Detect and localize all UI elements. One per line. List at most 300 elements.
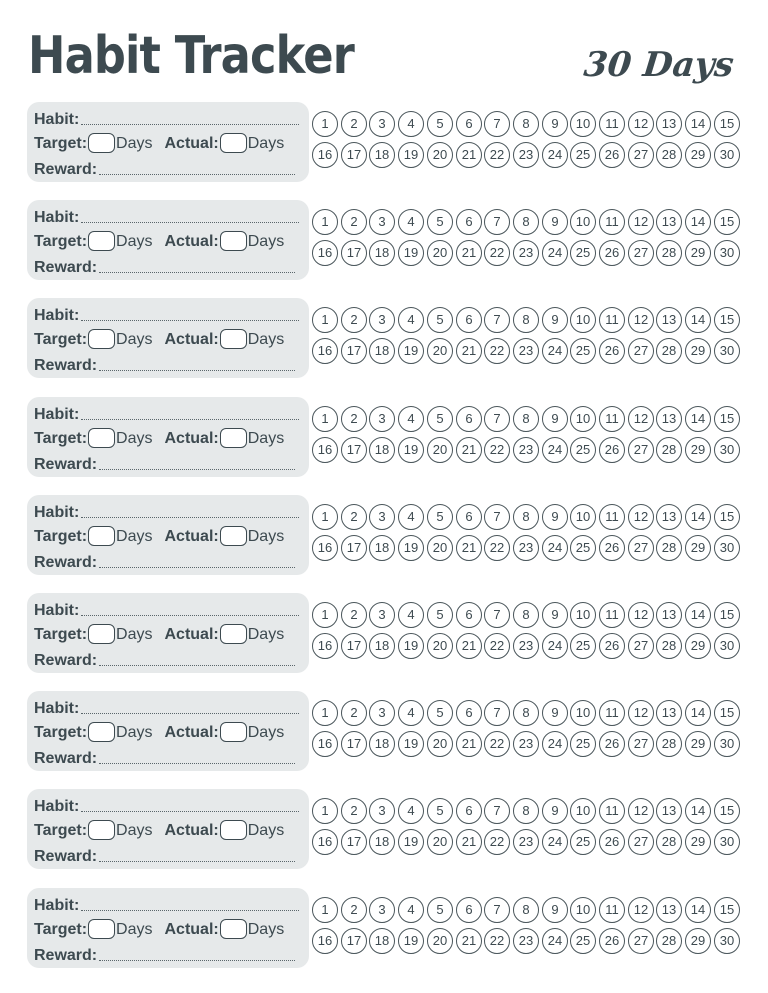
day-circle[interactable]: 1: [312, 307, 338, 333]
day-circle[interactable]: 3: [369, 209, 395, 235]
habit-input-line[interactable]: [81, 123, 299, 125]
day-circle[interactable]: 21: [456, 240, 482, 266]
day-circle[interactable]: 27: [628, 437, 654, 463]
day-circle[interactable]: 15: [714, 700, 740, 726]
day-circle[interactable]: 22: [484, 731, 510, 757]
day-circle[interactable]: 27: [628, 240, 654, 266]
day-circle[interactable]: 3: [369, 798, 395, 824]
day-circle[interactable]: 15: [714, 897, 740, 923]
day-circle[interactable]: 8: [513, 504, 539, 530]
day-circle[interactable]: 17: [341, 142, 367, 168]
day-circle[interactable]: 21: [456, 829, 482, 855]
day-circle[interactable]: 28: [656, 437, 682, 463]
day-circle[interactable]: 28: [656, 928, 682, 954]
day-circle[interactable]: 10: [570, 111, 596, 137]
day-circle[interactable]: 9: [542, 897, 568, 923]
day-circle[interactable]: 3: [369, 700, 395, 726]
day-circle[interactable]: 10: [570, 307, 596, 333]
day-circle[interactable]: 1: [312, 700, 338, 726]
day-circle[interactable]: 18: [369, 535, 395, 561]
day-circle[interactable]: 19: [398, 338, 424, 364]
reward-input-line[interactable]: [99, 762, 295, 764]
day-circle[interactable]: 16: [312, 338, 338, 364]
day-circle[interactable]: 20: [427, 240, 453, 266]
day-circle[interactable]: 4: [398, 798, 424, 824]
day-circle[interactable]: 9: [542, 111, 568, 137]
day-circle[interactable]: 30: [714, 535, 740, 561]
actual-days-box[interactable]: [220, 428, 247, 448]
target-days-box[interactable]: [88, 919, 115, 939]
day-circle[interactable]: 24: [542, 338, 568, 364]
day-circle[interactable]: 27: [628, 731, 654, 757]
day-circle[interactable]: 18: [369, 338, 395, 364]
day-circle[interactable]: 1: [312, 897, 338, 923]
day-circle[interactable]: 19: [398, 240, 424, 266]
habit-input-line[interactable]: [81, 319, 299, 321]
day-circle[interactable]: 12: [628, 209, 654, 235]
habit-input-line[interactable]: [81, 418, 299, 420]
day-circle[interactable]: 30: [714, 142, 740, 168]
day-circle[interactable]: 11: [599, 897, 625, 923]
day-circle[interactable]: 25: [570, 633, 596, 659]
day-circle[interactable]: 17: [341, 338, 367, 364]
day-circle[interactable]: 1: [312, 798, 338, 824]
day-circle[interactable]: 25: [570, 928, 596, 954]
day-circle[interactable]: 26: [599, 142, 625, 168]
day-circle[interactable]: 26: [599, 437, 625, 463]
day-circle[interactable]: 7: [484, 209, 510, 235]
day-circle[interactable]: 11: [599, 406, 625, 432]
day-circle[interactable]: 15: [714, 307, 740, 333]
day-circle[interactable]: 14: [685, 406, 711, 432]
target-days-box[interactable]: [88, 329, 115, 349]
day-circle[interactable]: 27: [628, 535, 654, 561]
day-circle[interactable]: 24: [542, 731, 568, 757]
day-circle[interactable]: 4: [398, 700, 424, 726]
day-circle[interactable]: 26: [599, 535, 625, 561]
day-circle[interactable]: 22: [484, 829, 510, 855]
day-circle[interactable]: 6: [456, 307, 482, 333]
day-circle[interactable]: 19: [398, 535, 424, 561]
day-circle[interactable]: 14: [685, 700, 711, 726]
day-circle[interactable]: 22: [484, 338, 510, 364]
day-circle[interactable]: 11: [599, 307, 625, 333]
target-days-box[interactable]: [88, 526, 115, 546]
day-circle[interactable]: 13: [656, 602, 682, 628]
day-circle[interactable]: 19: [398, 731, 424, 757]
day-circle[interactable]: 7: [484, 700, 510, 726]
day-circle[interactable]: 16: [312, 829, 338, 855]
day-circle[interactable]: 17: [341, 240, 367, 266]
day-circle[interactable]: 27: [628, 928, 654, 954]
day-circle[interactable]: 23: [513, 535, 539, 561]
day-circle[interactable]: 14: [685, 209, 711, 235]
day-circle[interactable]: 7: [484, 111, 510, 137]
habit-input-line[interactable]: [81, 909, 299, 911]
day-circle[interactable]: 24: [542, 633, 568, 659]
day-circle[interactable]: 17: [341, 437, 367, 463]
day-circle[interactable]: 12: [628, 111, 654, 137]
day-circle[interactable]: 29: [685, 829, 711, 855]
day-circle[interactable]: 30: [714, 338, 740, 364]
day-circle[interactable]: 29: [685, 633, 711, 659]
day-circle[interactable]: 26: [599, 338, 625, 364]
day-circle[interactable]: 20: [427, 142, 453, 168]
day-circle[interactable]: 15: [714, 602, 740, 628]
day-circle[interactable]: 3: [369, 406, 395, 432]
day-circle[interactable]: 20: [427, 633, 453, 659]
day-circle[interactable]: 4: [398, 504, 424, 530]
day-circle[interactable]: 23: [513, 338, 539, 364]
reward-input-line[interactable]: [99, 860, 295, 862]
day-circle[interactable]: 22: [484, 535, 510, 561]
day-circle[interactable]: 25: [570, 338, 596, 364]
day-circle[interactable]: 2: [341, 111, 367, 137]
habit-input-line[interactable]: [81, 614, 299, 616]
day-circle[interactable]: 30: [714, 633, 740, 659]
day-circle[interactable]: 2: [341, 406, 367, 432]
day-circle[interactable]: 5: [427, 209, 453, 235]
day-circle[interactable]: 5: [427, 897, 453, 923]
day-circle[interactable]: 6: [456, 504, 482, 530]
day-circle[interactable]: 30: [714, 437, 740, 463]
day-circle[interactable]: 18: [369, 633, 395, 659]
day-circle[interactable]: 5: [427, 798, 453, 824]
day-circle[interactable]: 17: [341, 633, 367, 659]
day-circle[interactable]: 29: [685, 731, 711, 757]
actual-days-box[interactable]: [220, 526, 247, 546]
day-circle[interactable]: 8: [513, 307, 539, 333]
day-circle[interactable]: 28: [656, 142, 682, 168]
day-circle[interactable]: 7: [484, 602, 510, 628]
day-circle[interactable]: 9: [542, 700, 568, 726]
day-circle[interactable]: 15: [714, 111, 740, 137]
reward-input-line[interactable]: [99, 566, 295, 568]
day-circle[interactable]: 5: [427, 700, 453, 726]
day-circle[interactable]: 9: [542, 406, 568, 432]
actual-days-box[interactable]: [220, 722, 247, 742]
day-circle[interactable]: 21: [456, 731, 482, 757]
day-circle[interactable]: 8: [513, 700, 539, 726]
day-circle[interactable]: 13: [656, 504, 682, 530]
day-circle[interactable]: 27: [628, 829, 654, 855]
day-circle[interactable]: 14: [685, 897, 711, 923]
day-circle[interactable]: 11: [599, 504, 625, 530]
day-circle[interactable]: 2: [341, 897, 367, 923]
target-days-box[interactable]: [88, 428, 115, 448]
day-circle[interactable]: 29: [685, 437, 711, 463]
day-circle[interactable]: 6: [456, 406, 482, 432]
day-circle[interactable]: 17: [341, 731, 367, 757]
day-circle[interactable]: 1: [312, 504, 338, 530]
day-circle[interactable]: 23: [513, 829, 539, 855]
day-circle[interactable]: 19: [398, 142, 424, 168]
day-circle[interactable]: 11: [599, 209, 625, 235]
target-days-box[interactable]: [88, 820, 115, 840]
day-circle[interactable]: 17: [341, 535, 367, 561]
day-circle[interactable]: 13: [656, 798, 682, 824]
day-circle[interactable]: 6: [456, 798, 482, 824]
target-days-box[interactable]: [88, 722, 115, 742]
day-circle[interactable]: 10: [570, 798, 596, 824]
day-circle[interactable]: 3: [369, 602, 395, 628]
day-circle[interactable]: 16: [312, 928, 338, 954]
day-circle[interactable]: 21: [456, 928, 482, 954]
day-circle[interactable]: 2: [341, 602, 367, 628]
day-circle[interactable]: 20: [427, 829, 453, 855]
day-circle[interactable]: 2: [341, 307, 367, 333]
day-circle[interactable]: 26: [599, 731, 625, 757]
day-circle[interactable]: 26: [599, 829, 625, 855]
day-circle[interactable]: 30: [714, 928, 740, 954]
day-circle[interactable]: 5: [427, 111, 453, 137]
day-circle[interactable]: 29: [685, 338, 711, 364]
day-circle[interactable]: 3: [369, 504, 395, 530]
day-circle[interactable]: 13: [656, 111, 682, 137]
day-circle[interactable]: 23: [513, 142, 539, 168]
habit-input-line[interactable]: [81, 516, 299, 518]
day-circle[interactable]: 19: [398, 829, 424, 855]
day-circle[interactable]: 24: [542, 829, 568, 855]
day-circle[interactable]: 25: [570, 240, 596, 266]
day-circle[interactable]: 14: [685, 307, 711, 333]
day-circle[interactable]: 4: [398, 209, 424, 235]
habit-input-line[interactable]: [81, 221, 299, 223]
day-circle[interactable]: 21: [456, 535, 482, 561]
day-circle[interactable]: 9: [542, 209, 568, 235]
day-circle[interactable]: 24: [542, 240, 568, 266]
day-circle[interactable]: 12: [628, 307, 654, 333]
day-circle[interactable]: 15: [714, 209, 740, 235]
day-circle[interactable]: 14: [685, 504, 711, 530]
day-circle[interactable]: 13: [656, 700, 682, 726]
day-circle[interactable]: 23: [513, 928, 539, 954]
day-circle[interactable]: 10: [570, 406, 596, 432]
target-days-box[interactable]: [88, 231, 115, 251]
day-circle[interactable]: 27: [628, 338, 654, 364]
actual-days-box[interactable]: [220, 624, 247, 644]
day-circle[interactable]: 29: [685, 535, 711, 561]
day-circle[interactable]: 30: [714, 240, 740, 266]
day-circle[interactable]: 6: [456, 602, 482, 628]
day-circle[interactable]: 6: [456, 209, 482, 235]
day-circle[interactable]: 3: [369, 307, 395, 333]
day-circle[interactable]: 8: [513, 602, 539, 628]
day-circle[interactable]: 29: [685, 928, 711, 954]
day-circle[interactable]: 7: [484, 798, 510, 824]
day-circle[interactable]: 26: [599, 240, 625, 266]
day-circle[interactable]: 19: [398, 633, 424, 659]
day-circle[interactable]: 23: [513, 633, 539, 659]
habit-input-line[interactable]: [81, 712, 299, 714]
day-circle[interactable]: 19: [398, 928, 424, 954]
day-circle[interactable]: 20: [427, 437, 453, 463]
day-circle[interactable]: 27: [628, 633, 654, 659]
day-circle[interactable]: 30: [714, 731, 740, 757]
day-circle[interactable]: 23: [513, 731, 539, 757]
day-circle[interactable]: 26: [599, 633, 625, 659]
day-circle[interactable]: 28: [656, 731, 682, 757]
day-circle[interactable]: 1: [312, 209, 338, 235]
day-circle[interactable]: 10: [570, 602, 596, 628]
day-circle[interactable]: 4: [398, 897, 424, 923]
day-circle[interactable]: 6: [456, 700, 482, 726]
target-days-box[interactable]: [88, 624, 115, 644]
day-circle[interactable]: 15: [714, 798, 740, 824]
day-circle[interactable]: 24: [542, 437, 568, 463]
day-circle[interactable]: 28: [656, 240, 682, 266]
actual-days-box[interactable]: [220, 919, 247, 939]
reward-input-line[interactable]: [99, 369, 295, 371]
day-circle[interactable]: 12: [628, 406, 654, 432]
day-circle[interactable]: 6: [456, 897, 482, 923]
day-circle[interactable]: 17: [341, 829, 367, 855]
day-circle[interactable]: 12: [628, 602, 654, 628]
day-circle[interactable]: 16: [312, 535, 338, 561]
day-circle[interactable]: 14: [685, 798, 711, 824]
day-circle[interactable]: 16: [312, 142, 338, 168]
habit-input-line[interactable]: [81, 810, 299, 812]
day-circle[interactable]: 28: [656, 829, 682, 855]
day-circle[interactable]: 29: [685, 142, 711, 168]
day-circle[interactable]: 7: [484, 307, 510, 333]
reward-input-line[interactable]: [99, 959, 295, 961]
day-circle[interactable]: 21: [456, 338, 482, 364]
day-circle[interactable]: 18: [369, 928, 395, 954]
day-circle[interactable]: 28: [656, 338, 682, 364]
day-circle[interactable]: 22: [484, 240, 510, 266]
day-circle[interactable]: 16: [312, 437, 338, 463]
actual-days-box[interactable]: [220, 133, 247, 153]
day-circle[interactable]: 12: [628, 700, 654, 726]
day-circle[interactable]: 2: [341, 798, 367, 824]
day-circle[interactable]: 5: [427, 307, 453, 333]
day-circle[interactable]: 22: [484, 142, 510, 168]
day-circle[interactable]: 18: [369, 829, 395, 855]
day-circle[interactable]: 28: [656, 633, 682, 659]
day-circle[interactable]: 20: [427, 535, 453, 561]
day-circle[interactable]: 14: [685, 111, 711, 137]
day-circle[interactable]: 5: [427, 602, 453, 628]
day-circle[interactable]: 21: [456, 437, 482, 463]
day-circle[interactable]: 13: [656, 406, 682, 432]
actual-days-box[interactable]: [220, 329, 247, 349]
day-circle[interactable]: 25: [570, 142, 596, 168]
day-circle[interactable]: 9: [542, 307, 568, 333]
day-circle[interactable]: 29: [685, 240, 711, 266]
day-circle[interactable]: 24: [542, 142, 568, 168]
day-circle[interactable]: 1: [312, 406, 338, 432]
reward-input-line[interactable]: [99, 173, 295, 175]
day-circle[interactable]: 20: [427, 731, 453, 757]
day-circle[interactable]: 11: [599, 602, 625, 628]
day-circle[interactable]: 25: [570, 437, 596, 463]
day-circle[interactable]: 18: [369, 437, 395, 463]
day-circle[interactable]: 12: [628, 798, 654, 824]
day-circle[interactable]: 13: [656, 307, 682, 333]
day-circle[interactable]: 5: [427, 406, 453, 432]
day-circle[interactable]: 3: [369, 897, 395, 923]
day-circle[interactable]: 12: [628, 504, 654, 530]
day-circle[interactable]: 19: [398, 437, 424, 463]
day-circle[interactable]: 7: [484, 897, 510, 923]
day-circle[interactable]: 1: [312, 111, 338, 137]
day-circle[interactable]: 25: [570, 731, 596, 757]
day-circle[interactable]: 11: [599, 798, 625, 824]
day-circle[interactable]: 15: [714, 504, 740, 530]
day-circle[interactable]: 8: [513, 897, 539, 923]
day-circle[interactable]: 8: [513, 798, 539, 824]
day-circle[interactable]: 13: [656, 209, 682, 235]
day-circle[interactable]: 7: [484, 406, 510, 432]
day-circle[interactable]: 25: [570, 535, 596, 561]
day-circle[interactable]: 4: [398, 111, 424, 137]
reward-input-line[interactable]: [99, 664, 295, 666]
day-circle[interactable]: 14: [685, 602, 711, 628]
target-days-box[interactable]: [88, 133, 115, 153]
day-circle[interactable]: 30: [714, 829, 740, 855]
day-circle[interactable]: 24: [542, 535, 568, 561]
day-circle[interactable]: 20: [427, 338, 453, 364]
day-circle[interactable]: 9: [542, 798, 568, 824]
day-circle[interactable]: 7: [484, 504, 510, 530]
day-circle[interactable]: 28: [656, 535, 682, 561]
day-circle[interactable]: 9: [542, 602, 568, 628]
day-circle[interactable]: 10: [570, 700, 596, 726]
day-circle[interactable]: 25: [570, 829, 596, 855]
day-circle[interactable]: 21: [456, 633, 482, 659]
day-circle[interactable]: 26: [599, 928, 625, 954]
day-circle[interactable]: 18: [369, 731, 395, 757]
day-circle[interactable]: 2: [341, 700, 367, 726]
day-circle[interactable]: 13: [656, 897, 682, 923]
day-circle[interactable]: 27: [628, 142, 654, 168]
day-circle[interactable]: 10: [570, 209, 596, 235]
day-circle[interactable]: 3: [369, 111, 395, 137]
day-circle[interactable]: 21: [456, 142, 482, 168]
reward-input-line[interactable]: [99, 468, 295, 470]
day-circle[interactable]: 10: [570, 897, 596, 923]
day-circle[interactable]: 22: [484, 928, 510, 954]
day-circle[interactable]: 22: [484, 437, 510, 463]
day-circle[interactable]: 16: [312, 731, 338, 757]
day-circle[interactable]: 16: [312, 633, 338, 659]
day-circle[interactable]: 4: [398, 406, 424, 432]
day-circle[interactable]: 11: [599, 700, 625, 726]
day-circle[interactable]: 6: [456, 111, 482, 137]
day-circle[interactable]: 22: [484, 633, 510, 659]
day-circle[interactable]: 9: [542, 504, 568, 530]
day-circle[interactable]: 10: [570, 504, 596, 530]
day-circle[interactable]: 17: [341, 928, 367, 954]
day-circle[interactable]: 18: [369, 142, 395, 168]
day-circle[interactable]: 24: [542, 928, 568, 954]
day-circle[interactable]: 20: [427, 928, 453, 954]
day-circle[interactable]: 8: [513, 406, 539, 432]
day-circle[interactable]: 4: [398, 307, 424, 333]
day-circle[interactable]: 1: [312, 602, 338, 628]
day-circle[interactable]: 23: [513, 437, 539, 463]
day-circle[interactable]: 2: [341, 209, 367, 235]
actual-days-box[interactable]: [220, 820, 247, 840]
day-circle[interactable]: 11: [599, 111, 625, 137]
day-circle[interactable]: 15: [714, 406, 740, 432]
day-circle[interactable]: 4: [398, 602, 424, 628]
day-circle[interactable]: 18: [369, 240, 395, 266]
day-circle[interactable]: 23: [513, 240, 539, 266]
day-circle[interactable]: 5: [427, 504, 453, 530]
day-circle[interactable]: 16: [312, 240, 338, 266]
